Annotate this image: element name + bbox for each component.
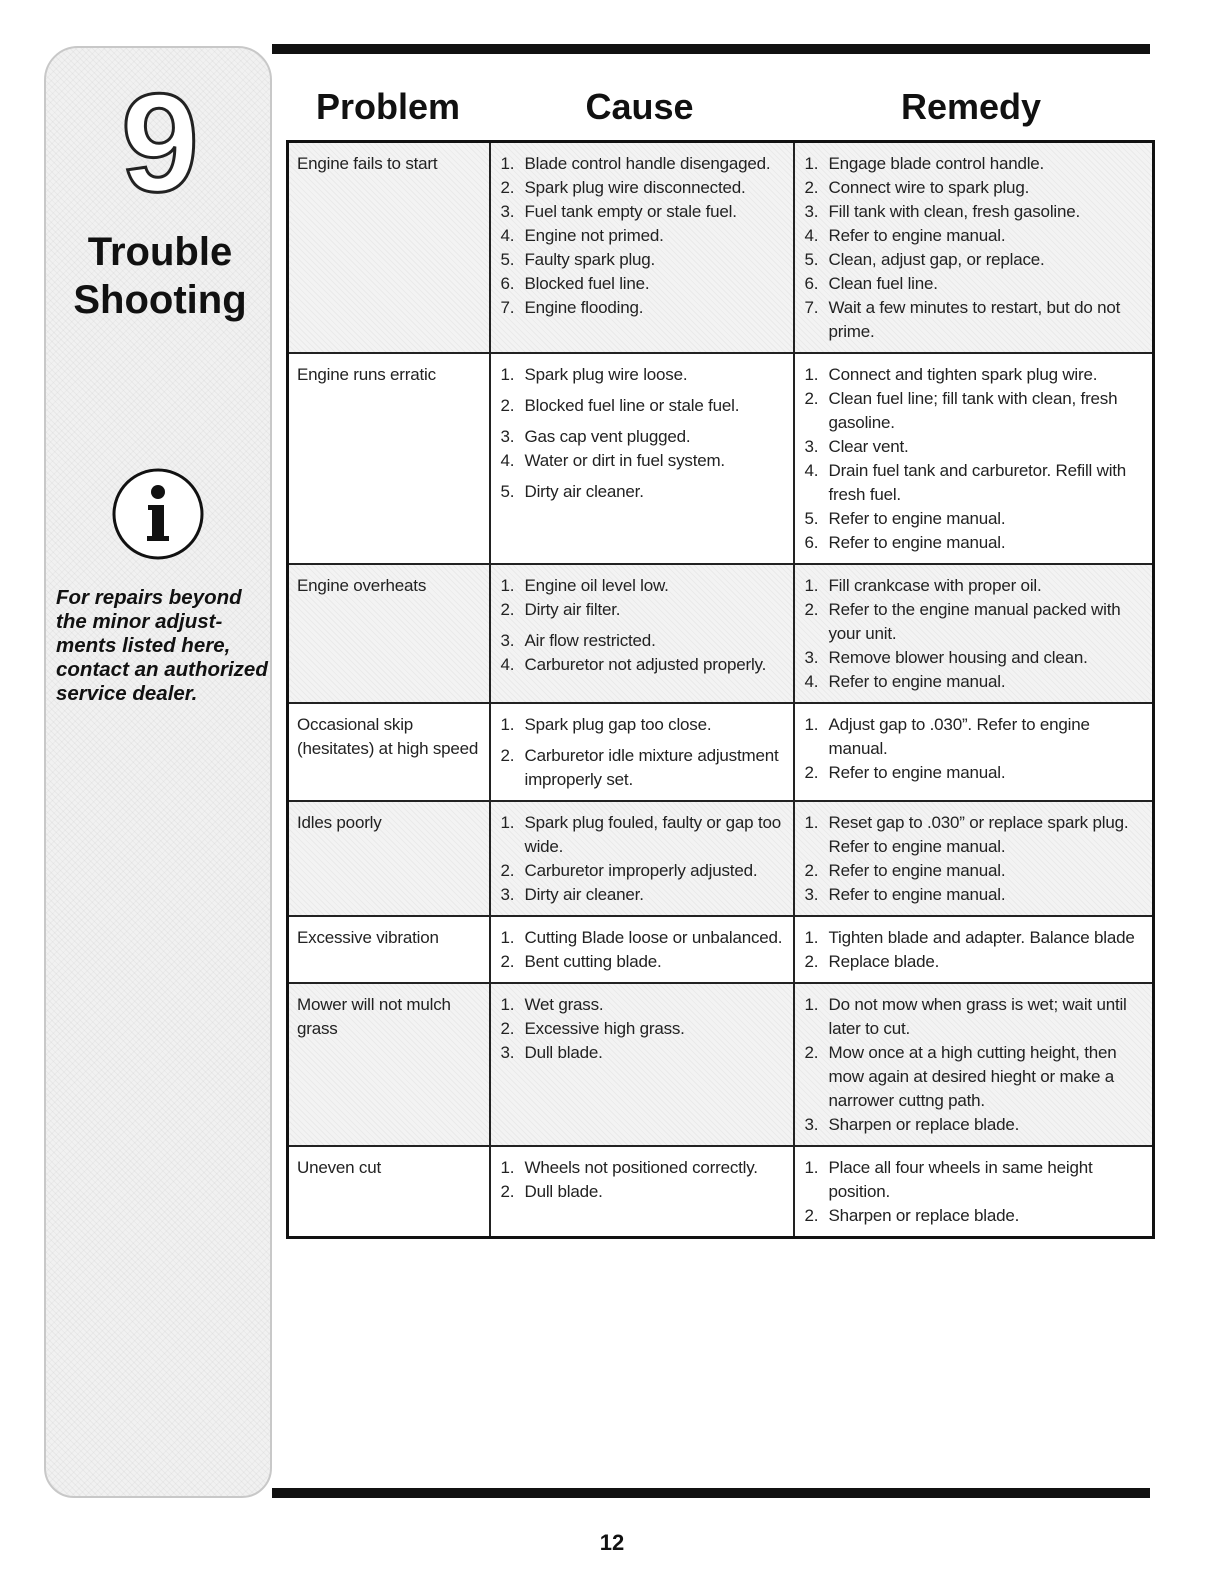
remedy-item-text: Clean, adjust gap, or replace. <box>828 250 1045 269</box>
cause-item-text: Wet grass. <box>524 995 604 1014</box>
cause-cell <box>490 142 794 354</box>
remedy-item-number: 4. <box>804 461 819 480</box>
problem-cell: Idles poorly <box>288 801 490 916</box>
cause-item <box>499 176 785 200</box>
remedy-item-text: Refer to engine manual. <box>828 763 1006 782</box>
remedy-item <box>803 574 1145 598</box>
cause-item-number <box>499 737 525 744</box>
remedy-item <box>803 1156 1145 1204</box>
cause-item <box>499 629 785 653</box>
remedy-cell <box>794 916 1154 983</box>
cause-item <box>499 248 785 272</box>
remedy-item <box>803 761 1145 785</box>
remedy-item <box>803 883 1145 907</box>
remedy-cell <box>794 564 1154 703</box>
remedy-item-text: Fill tank with clean, fresh gasoline. <box>828 202 1081 221</box>
cause-item-text: Dirty air cleaner. <box>524 482 644 501</box>
cause-item-number: 2. <box>500 952 515 971</box>
cause-item-number: 1. <box>500 1158 515 1177</box>
remedy-item <box>803 713 1145 761</box>
cause-item <box>499 1041 785 1065</box>
remedy-item <box>803 152 1145 176</box>
cause-item <box>499 574 785 598</box>
problem-cell: Mower will not mulch grass <box>288 983 490 1146</box>
remedy-item-number: 6. <box>804 533 819 552</box>
remedy-item-text: Clean fuel line. <box>828 274 938 293</box>
cause-item-text: Spark plug fouled, faulty or gap too wide. <box>524 813 781 856</box>
info-icon <box>112 468 204 560</box>
remedy-item <box>803 387 1145 435</box>
remedy-item-text: Place all four wheels in same height position. <box>828 1158 1093 1201</box>
sidebar-tab <box>44 46 272 1498</box>
cause-item-text: Carburetor idle mixture adjustment improperly set. <box>524 746 779 789</box>
cause-item-number: 6. <box>500 274 515 293</box>
remedy-item-text: Replace blade. <box>828 952 940 971</box>
section-title-line1: Trouble <box>87 230 233 274</box>
cause-item-text: Dirty air cleaner. <box>524 885 644 904</box>
remedy-item <box>803 926 1145 950</box>
remedy-item-number: 3. <box>804 648 819 667</box>
cause-item-number: 7. <box>500 298 515 317</box>
section-title-line2: Shooting <box>73 278 247 322</box>
cause-item-text: Gas cap vent plugged. <box>524 427 691 446</box>
remedy-item-text: Refer to engine manual. <box>828 672 1006 691</box>
cause-item-text: Spark plug wire disconnected. <box>524 178 746 197</box>
remedy-item-number: 3. <box>804 1115 819 1134</box>
table-row <box>288 703 1154 801</box>
cause-item-text: Dirty air filter. <box>524 600 621 619</box>
remedy-item-text: Connect wire to spark plug. <box>828 178 1030 197</box>
remedy-item-number: 1. <box>804 928 819 947</box>
remedy-item-text: Adjust gap to .030”. Refer to engine manual. <box>828 715 1090 758</box>
cause-item-number: 1. <box>500 928 515 947</box>
cause-item <box>499 744 785 792</box>
cause-item-number: 1. <box>500 995 515 1014</box>
remedy-item <box>803 296 1145 344</box>
remedy-item-number: 2. <box>804 763 819 782</box>
remedy-item-number: 5. <box>804 250 819 269</box>
cause-item-text: Fuel tank empty or stale fuel. <box>524 202 737 221</box>
cause-item <box>499 418 785 425</box>
cause-item-number <box>499 387 525 394</box>
cause-item-text: Dull blade. <box>524 1182 603 1201</box>
remedy-item-text: Refer to engine manual. <box>828 226 1006 245</box>
cause-item <box>499 883 785 907</box>
cause-item-number: 3. <box>500 202 515 221</box>
cause-item <box>499 387 785 394</box>
cause-item-text <box>525 387 785 394</box>
cause-item <box>499 811 785 859</box>
remedy-item-number: 1. <box>804 1158 819 1177</box>
remedy-item-text: Refer to engine manual. <box>828 861 1006 880</box>
cause-item-number <box>499 622 525 629</box>
problem-cell: Engine overheats <box>288 564 490 703</box>
cause-item-text: Engine not primed. <box>524 226 664 245</box>
cause-item-text: Air flow restricted. <box>524 631 656 650</box>
problem-cell: Occasional skip (hesitates) at high speed <box>288 703 490 801</box>
remedy-item-number: 4. <box>804 672 819 691</box>
cause-item-text: Carburetor improperly adjusted. <box>524 861 758 880</box>
remedy-item-number: 1. <box>804 154 819 173</box>
cause-item-number: 4. <box>500 655 515 674</box>
table-row <box>288 142 1154 354</box>
top-rule <box>272 44 1150 54</box>
cause-item-number: 2. <box>500 861 515 880</box>
remedy-item <box>803 1113 1145 1137</box>
cause-item-number: 2. <box>500 600 515 619</box>
cause-item <box>499 859 785 883</box>
section-title <box>46 228 274 324</box>
cause-item <box>499 1017 785 1041</box>
cause-item <box>499 272 785 296</box>
cause-item-text: Engine oil level low. <box>524 576 669 595</box>
cause-item-number: 1. <box>500 813 515 832</box>
remedy-item <box>803 1041 1145 1113</box>
cause-item-text <box>525 737 785 744</box>
remedy-item-text: Sharpen or replace blade. <box>828 1206 1020 1225</box>
header-problem: Problem <box>315 86 461 127</box>
cause-item <box>499 737 785 744</box>
remedy-item <box>803 272 1145 296</box>
remedy-item-number: 5. <box>804 509 819 528</box>
remedy-item-number: 2. <box>804 389 819 408</box>
cause-cell <box>490 983 794 1146</box>
remedy-cell <box>794 703 1154 801</box>
remedy-item-text: Connect and tighten spark plug wire. <box>828 365 1098 384</box>
cause-item-number: 2. <box>500 178 515 197</box>
troubleshooting-table <box>286 140 1155 1239</box>
remedy-item-number: 1. <box>804 813 819 832</box>
remedy-item <box>803 1204 1145 1228</box>
page-number: 12 <box>599 1530 625 1555</box>
cause-item-text: Carburetor not adjusted properly. <box>524 655 767 674</box>
cause-item <box>499 598 785 622</box>
remedy-cell <box>794 801 1154 916</box>
remedy-item-number: 3. <box>804 885 819 904</box>
cause-cell <box>490 801 794 916</box>
cause-item-text: Spark plug gap too close. <box>524 715 712 734</box>
cause-item-number: 5. <box>500 250 515 269</box>
remedy-item-text: Refer to engine manual. <box>828 509 1006 528</box>
remedy-item-text: Wait a few minutes to restart, but do not prime. <box>828 298 1121 341</box>
remedy-item-text: Refer to engine manual. <box>828 885 1006 904</box>
remedy-item <box>803 507 1145 531</box>
remedy-item-text: Tighten blade and adapter. Balance blade <box>828 928 1135 947</box>
remedy-item <box>803 670 1145 694</box>
cause-item-text: Blocked fuel line or stale fuel. <box>524 396 740 415</box>
remedy-item <box>803 950 1145 974</box>
cause-item <box>499 224 785 248</box>
chapter-number: 9 <box>121 64 199 221</box>
cause-item <box>499 296 785 320</box>
cause-item <box>499 713 785 737</box>
remedy-item-text: Do not mow when grass is wet; wait until later to cut. <box>828 995 1127 1038</box>
cause-item <box>499 394 785 418</box>
cause-item <box>499 480 785 504</box>
table-row <box>288 983 1154 1146</box>
cause-item-number <box>499 473 525 480</box>
cause-item-number: 5. <box>500 482 515 501</box>
cause-item-number: 3. <box>500 1043 515 1062</box>
cause-item-number: 1. <box>500 154 515 173</box>
remedy-item-number: 2. <box>804 178 819 197</box>
bottom-rule <box>272 1488 1150 1498</box>
remedy-item-text: Remove blower housing and clean. <box>828 648 1088 667</box>
remedy-item-number: 3. <box>804 202 819 221</box>
cause-item-number: 2. <box>500 1182 515 1201</box>
remedy-item-number: 1. <box>804 995 819 1014</box>
remedy-item-number: 2. <box>804 1043 819 1062</box>
cause-item-number: 3. <box>500 885 515 904</box>
cause-item-number: 2. <box>500 1019 515 1038</box>
cause-item-number: 1. <box>500 365 515 384</box>
cause-item-number: 1. <box>500 576 515 595</box>
cause-item-text: Bent cutting blade. <box>524 952 662 971</box>
remedy-item-number: 3. <box>804 437 819 456</box>
cause-item-text: Spark plug wire loose. <box>524 365 688 384</box>
cause-item <box>499 473 785 480</box>
remedy-item-text: Refer to engine manual. <box>828 533 1006 552</box>
remedy-item <box>803 459 1145 507</box>
header-cause: Cause <box>585 86 694 127</box>
cause-cell <box>490 353 794 564</box>
table-row <box>288 353 1154 564</box>
cause-cell <box>490 1146 794 1238</box>
cause-item-number: 4. <box>500 451 515 470</box>
remedy-item-number: 1. <box>804 365 819 384</box>
remedy-item <box>803 224 1145 248</box>
remedy-item <box>803 531 1145 555</box>
cause-item-number: 3. <box>500 631 515 650</box>
remedy-item-number: 4. <box>804 226 819 245</box>
cause-item-number <box>499 418 525 425</box>
cause-cell <box>490 703 794 801</box>
cause-item-text <box>525 473 785 480</box>
remedy-cell <box>794 1146 1154 1238</box>
cause-item-number: 2. <box>500 746 515 765</box>
remedy-item <box>803 435 1145 459</box>
remedy-item <box>803 993 1145 1041</box>
table-row <box>288 916 1154 983</box>
remedy-item <box>803 200 1145 224</box>
remedy-item-text: Mow once at a high cutting height, then mow again at desired hieght or make a narrower cuttng path. <box>828 1043 1117 1110</box>
remedy-item <box>803 598 1145 646</box>
cause-item-text: Faulty spark plug. <box>524 250 656 269</box>
cause-item-text: Blade control handle disengaged. <box>524 154 771 173</box>
cause-item <box>499 363 785 387</box>
remedy-item-number: 1. <box>804 576 819 595</box>
cause-item-number: 1. <box>500 715 515 734</box>
cause-item-number: 2. <box>500 396 515 415</box>
cause-item <box>499 449 785 473</box>
cause-item-text: Cutting Blade loose or unbalanced. <box>524 928 783 947</box>
cause-item <box>499 425 785 449</box>
remedy-item <box>803 646 1145 670</box>
remedy-item-text: Refer to the engine manual packed with your unit. <box>828 600 1121 643</box>
table-row <box>288 564 1154 703</box>
service-dealer-note: For repairs beyond the minor adjust-ments listed here, contact an authorized service dealer. <box>56 586 268 705</box>
cause-item-text: Excessive high grass. <box>524 1019 685 1038</box>
remedy-item-text: Fill crankcase with proper oil. <box>828 576 1042 595</box>
cause-item-number: 4. <box>500 226 515 245</box>
remedy-cell <box>794 983 1154 1146</box>
cause-item-text: Wheels not positioned correctly. <box>524 1158 758 1177</box>
table-row <box>288 1146 1154 1238</box>
remedy-item-number: 2. <box>804 952 819 971</box>
cause-item <box>499 950 785 974</box>
cause-item <box>499 152 785 176</box>
table-row <box>288 801 1154 916</box>
cause-item <box>499 1156 785 1180</box>
remedy-item-text: Engage blade control handle. <box>828 154 1045 173</box>
remedy-item-text: Sharpen or replace blade. <box>828 1115 1020 1134</box>
remedy-cell <box>794 142 1154 354</box>
cause-item <box>499 200 785 224</box>
remedy-item-number: 6. <box>804 274 819 293</box>
remedy-item-number: 2. <box>804 1206 819 1225</box>
remedy-item-text: Reset gap to .030” or replace spark plug. Refer to engine manual. <box>828 813 1129 856</box>
cause-item-text: Blocked fuel line. <box>524 274 650 293</box>
cause-item-text: Water or dirt in fuel system. <box>524 451 725 470</box>
cause-item <box>499 653 785 677</box>
remedy-item-number: 7. <box>804 298 819 317</box>
remedy-item <box>803 859 1145 883</box>
cause-item-text <box>525 418 785 425</box>
remedy-item-text: Drain fuel tank and carburetor. Refill with fresh fuel. <box>828 461 1127 504</box>
header-remedy: Remedy <box>900 86 1042 127</box>
remedy-item-number: 2. <box>804 600 819 619</box>
remedy-item <box>803 176 1145 200</box>
cause-item-number: 3. <box>500 427 515 446</box>
remedy-item <box>803 811 1145 859</box>
problem-cell: Engine fails to start <box>288 142 490 354</box>
cause-item <box>499 1180 785 1204</box>
cause-item <box>499 622 785 629</box>
problem-cell: Uneven cut <box>288 1146 490 1238</box>
cause-cell <box>490 564 794 703</box>
remedy-cell <box>794 353 1154 564</box>
cause-item-text: Engine flooding. <box>524 298 644 317</box>
cause-cell <box>490 916 794 983</box>
remedy-item <box>803 363 1145 387</box>
remedy-item-text: Clean fuel line; fill tank with clean, fresh gasoline. <box>828 389 1118 432</box>
cause-item-text: Dull blade. <box>524 1043 603 1062</box>
cause-item <box>499 926 785 950</box>
remedy-item-number: 2. <box>804 861 819 880</box>
problem-cell: Engine runs erratic <box>288 353 490 564</box>
cause-item <box>499 993 785 1017</box>
remedy-item-text: Clear vent. <box>828 437 909 456</box>
remedy-item-number: 1. <box>804 715 819 734</box>
cause-item-text <box>525 622 785 629</box>
remedy-item <box>803 248 1145 272</box>
problem-cell: Excessive vibration <box>288 916 490 983</box>
